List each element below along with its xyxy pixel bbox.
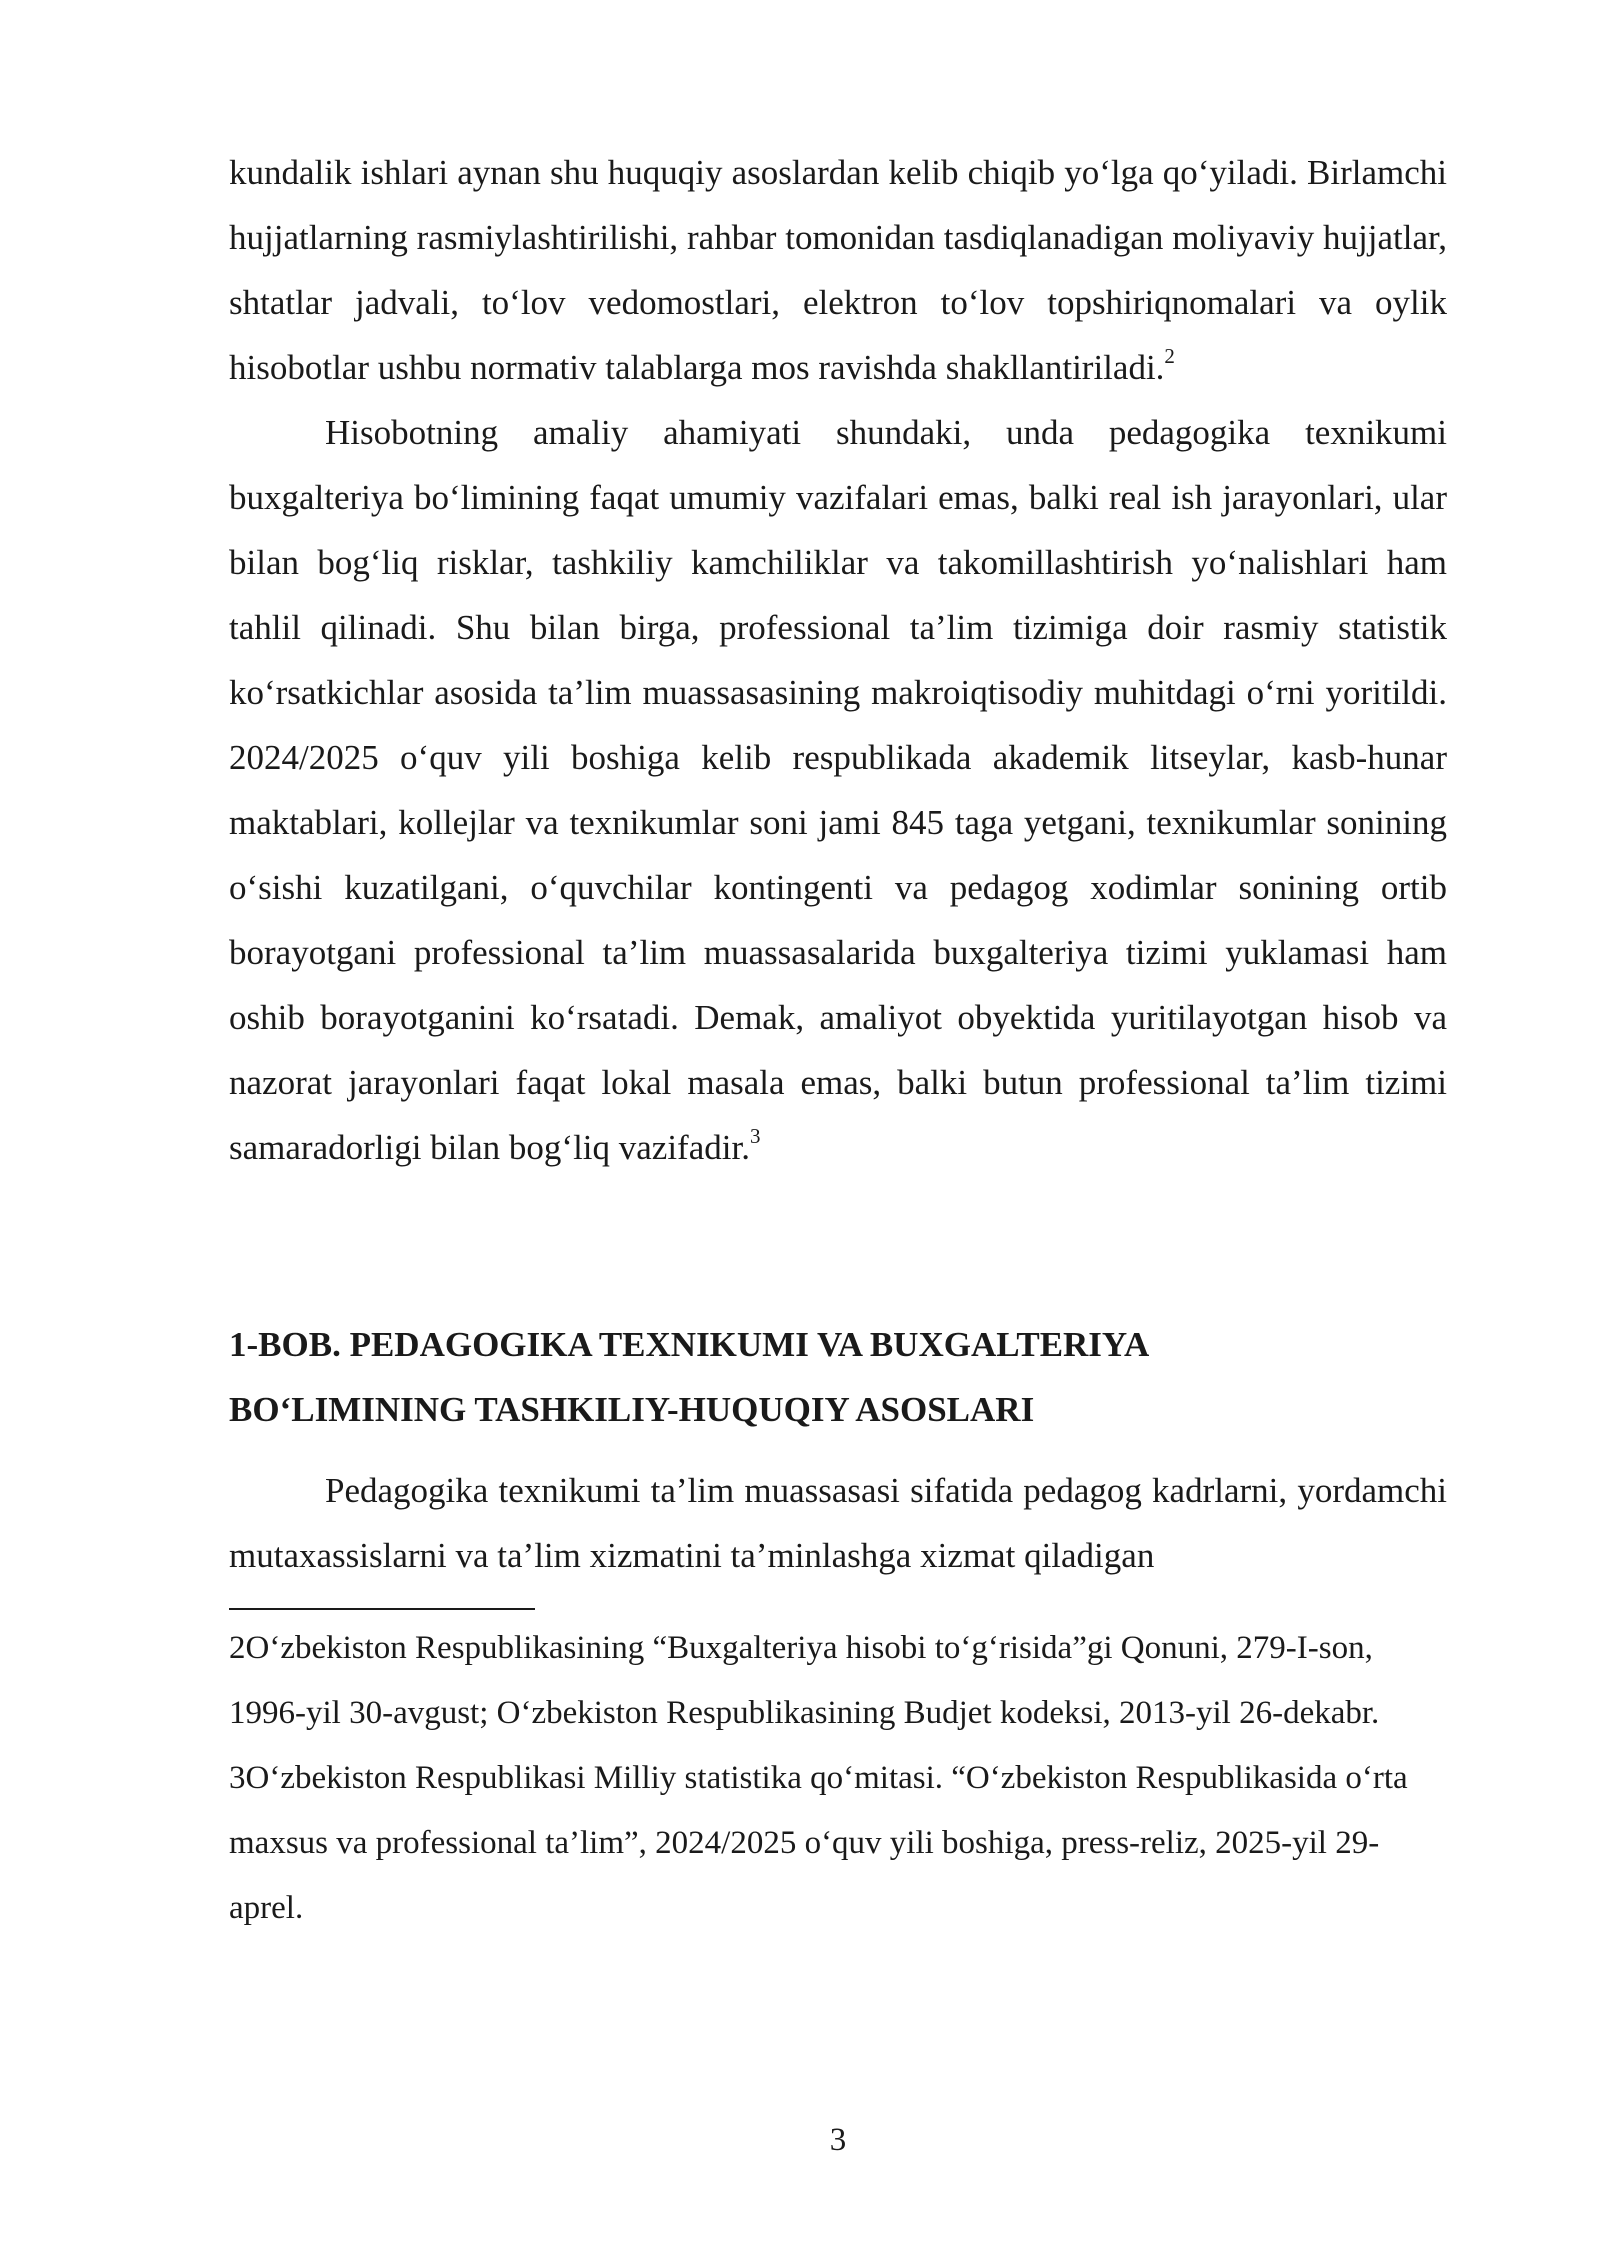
paragraph-text: kundalik ishlari aynan shu huquqiy asoslardan kelib chiqib yo‘lga qo‘yiladi. Birlamchi hujjatlarning rasmiylashtirilishi, rahbar tomonidan tasdiqlanadigan moliyaviy hujjatlar, shtatlar jadvali, to‘lov vedomostlari, elektron to‘lov topshiriqnomalari va oylik hisobotlar ushbu normativ talablarga mos ravishda shakllantiriladi. [229, 153, 1447, 387]
footnote-number: 3 [229, 1760, 246, 1796]
page-number: 3 [829, 2122, 847, 2158]
paragraph-text: Pedagogika texnikumi ta’lim muassasasi sifatida pedagog kadrlarni, yordamchi mutaxassislarni va ta’lim xizmatini ta’minlashga xizmat qiladigan [229, 1471, 1447, 1575]
chapter-heading-line: 1-BOB. PEDAGOGIKA TEXNIKUMI VA BUXGALTERIYA [229, 1325, 1150, 1364]
footnote-separator [229, 1608, 535, 1610]
body-paragraph [229, 1458, 1447, 1588]
body-paragraph [229, 400, 1447, 1180]
chapter-heading-line: BO‘LIMINING TASHKILIY-HUQUQIY ASOSLARI [229, 1390, 1035, 1429]
page-body [229, 140, 1447, 1941]
footnotes [229, 1616, 1447, 1941]
footnote-number: 2 [229, 1630, 246, 1666]
paragraph-text: Hisobotning amaliy ahamiyati shundaki, unda pedagogika texnikumi buxgalteriya bo‘limining faqat umumiy vazifalari emas, balki real ish jarayonlari, ular bilan bog‘liq risklar, tashkiliy kamchiliklar va takomillashtirish yo‘nalishlari ham tahlil qilinadi. Shu bilan birga, professional ta’lim tizimiga doir rasmiy statistik ko‘rsatkichlar asosida ta’lim muassasasining makroiqtisodiy muhitdagi o‘rni yoritildi. 2024/2025 o‘quv yili boshiga kelib respublikada akademik litseylar, kasb-hunar maktablari, kollejlar va texnikumlar soni jami 845 taga yetgani, texnikumlar sonining o‘sishi kuzatilgani, o‘quvchilar kontingenti va pedagog xodimlar sonining ortib borayotgani professional ta’lim muassasalarida buxgalteriya tizimi yuklamasi ham oshib borayotganini ko‘rsatadi. Demak, amaliyot obyektida yuritilayotgan hisob va nazorat jarayonlari faqat lokal masala emas, balki butun professional ta’lim tizimi samaradorligi bilan bog‘liq vazifadir. [229, 413, 1447, 1167]
footnote-reference[interactable]: 2 [1164, 344, 1175, 369]
footnote-text: O‘zbekiston Respublikasi Milliy statistika qo‘mitasi. “O‘zbekiston Respublikasida o‘rta maxsus va professional ta’lim”, 2024/2025 o‘quv yili boshiga, press-reliz, 2025-yil 29-aprel. [229, 1760, 1408, 1926]
footnote-text: O‘zbekiston Respublikasining “Buxgalteriya hisobi to‘g‘risida”gi Qonuni, 279-I-son, 1996-yil 30-avgust; O‘zbekiston Respublikasining Budjet kodeksi, 2013-yil 26-dekabr. [229, 1630, 1380, 1731]
body-paragraph [229, 140, 1447, 400]
footnote [229, 1746, 1447, 1941]
chapter-heading [229, 1312, 1447, 1442]
footnote-reference[interactable]: 3 [749, 1124, 761, 1149]
footnote [229, 1616, 1447, 1746]
